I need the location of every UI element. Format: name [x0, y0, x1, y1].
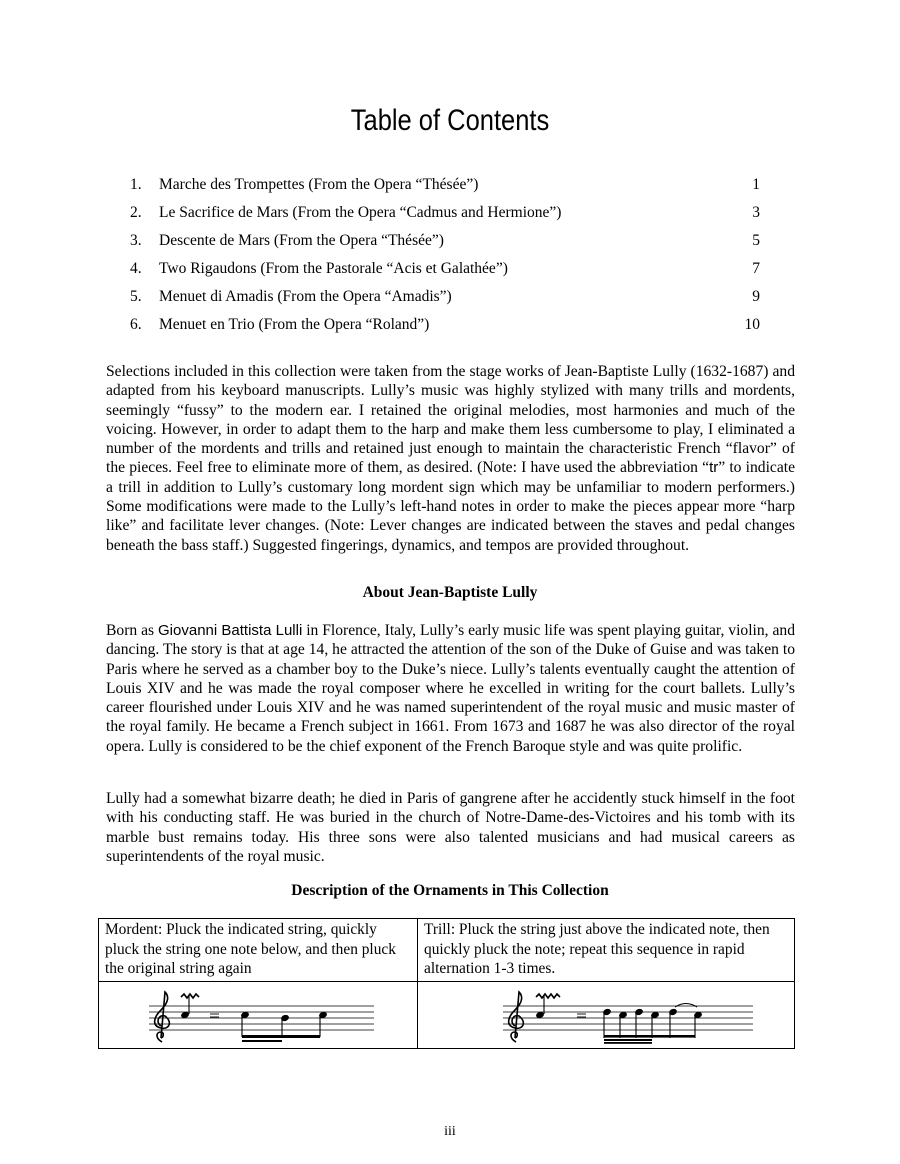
bio-text-part: in Florence, Italy, Lully’s early music life was spent playing guitar, violin, and dancing. The story is that at age 14, he attracted the attention of the son of the Duke of Guise and was taken to Paris where he served as a chamber boy to the Duke’s niece. Lully’s talents eventually caught the attention of Louis XIV and he was made the royal composer where he excelled in writing for the court ballets. Lully’s career flourished under Louis XIV and he was named superintendent of the royal music and music master of the royal family. He became a French subject in 1661. From 1673 and 1687 he was also director of the royal opera. Lully is considered to be the chief exponent of the French Baroque style and was quite prolific. [106, 622, 795, 755]
death-paragraph: Lully had a somewhat bizarre death; he died in Paris of gangrene after he accidently stuck himself in the foot with his conducting staff. He was buried in the church of Notre-Dame-des-Victoires and his tomb with its marble bust remains today. His three sons were also talented musicians and had musical careers as superintendents of the royal music. [106, 790, 795, 865]
mordent-notation-icon [99, 982, 417, 1050]
toc-entry [130, 232, 760, 260]
page-title: Table of Contents [350, 104, 550, 137]
toc-title: Two Rigaudons (From the Pastorale “Acis et Galathée”) [159, 260, 508, 277]
toc-page: 1 [752, 176, 760, 193]
toc-entry [130, 260, 760, 288]
ornaments-heading: Description of the Ornaments in This Collection [291, 882, 609, 899]
page-number: iii [444, 1124, 456, 1139]
toc-number: 1. [130, 176, 142, 193]
toc-page: 7 [752, 260, 760, 277]
birth-name: Giovanni Battista Lulli [158, 622, 303, 639]
toc-entry [130, 176, 760, 204]
mordent-description: Mordent: Pluck the indicated string, quickly pluck the string one note below, and then pluck the original string again [99, 919, 418, 982]
intro-paragraph [106, 362, 795, 555]
table-of-contents [130, 176, 760, 344]
toc-title: Menuet en Trio (From the Opera “Roland”) [159, 316, 430, 333]
intro-text-part: ” to indicate a trill in addition to Lully’s customary long mordent sign which may be unfamiliar to modern performers.) Some modifications were made to the Lully’s left-hand notes in order to make the pieces appear more “harp like” and facilitate lever changes. (Note: Lever changes are indicated between the staves and pedal changes beneath the bass staff.) Suggested fingerings, dynamics, and tempos are provided throughout. [106, 459, 796, 554]
ornament-notation-row [99, 981, 795, 1048]
toc-title: Descente de Mars (From the Opera “Thésée”) [159, 232, 444, 249]
mordent-notation-cell [99, 981, 418, 1048]
ornament-description-row [99, 919, 795, 982]
toc-entry [130, 204, 760, 232]
toc-title: Menuet di Amadis (From the Opera “Amadis”) [159, 288, 452, 305]
bio-paragraph [106, 621, 795, 756]
toc-entry [130, 316, 760, 344]
toc-page: 10 [744, 316, 760, 333]
intro-text-part: Selections included in this collection were taken from the stage works of Jean-Baptiste Lully (1632-1687) and adapted from his keyboard manuscripts. Lully’s music was highly stylized with many trills and mordents, seemingly “fussy” to the modern ear. I retained the original melodies, most harmonies and much of the voicing. However, in order to adapt them to the harp and make them less cumbersome to play, I eliminated a number of the mordents and trills and retained just enough to maintain the characteristic French “flavor” of the pieces. Feel free to eliminate more of them, as desired. (Note: I have used the abbreviation “ [106, 363, 795, 477]
about-heading: About Jean-Baptiste Lully [362, 584, 538, 601]
toc-page: 5 [752, 232, 760, 249]
toc-number: 2. [130, 204, 142, 221]
trill-abbreviation: tr [709, 459, 719, 477]
toc-number: 5. [130, 288, 142, 305]
trill-notation-icon [418, 982, 796, 1050]
trill-description: Trill: Pluck the string just above the indicated note, then quickly pluck the note; repeat this sequence in rapid alternation 1-3 times. [418, 919, 795, 982]
toc-number: 3. [130, 232, 142, 249]
toc-number: 4. [130, 260, 142, 277]
toc-title: Le Sacrifice de Mars (From the Opera “Cadmus and Hermione”) [159, 204, 562, 221]
toc-page: 3 [752, 204, 760, 221]
toc-title: Marche des Trompettes (From the Opera “Thésée”) [159, 176, 479, 193]
toc-entry [130, 288, 760, 316]
ornaments-table [98, 918, 795, 1049]
bio-text-part: Born as [106, 622, 159, 639]
toc-number: 6. [130, 316, 142, 333]
toc-page: 9 [752, 288, 760, 305]
trill-notation-cell [418, 981, 795, 1048]
